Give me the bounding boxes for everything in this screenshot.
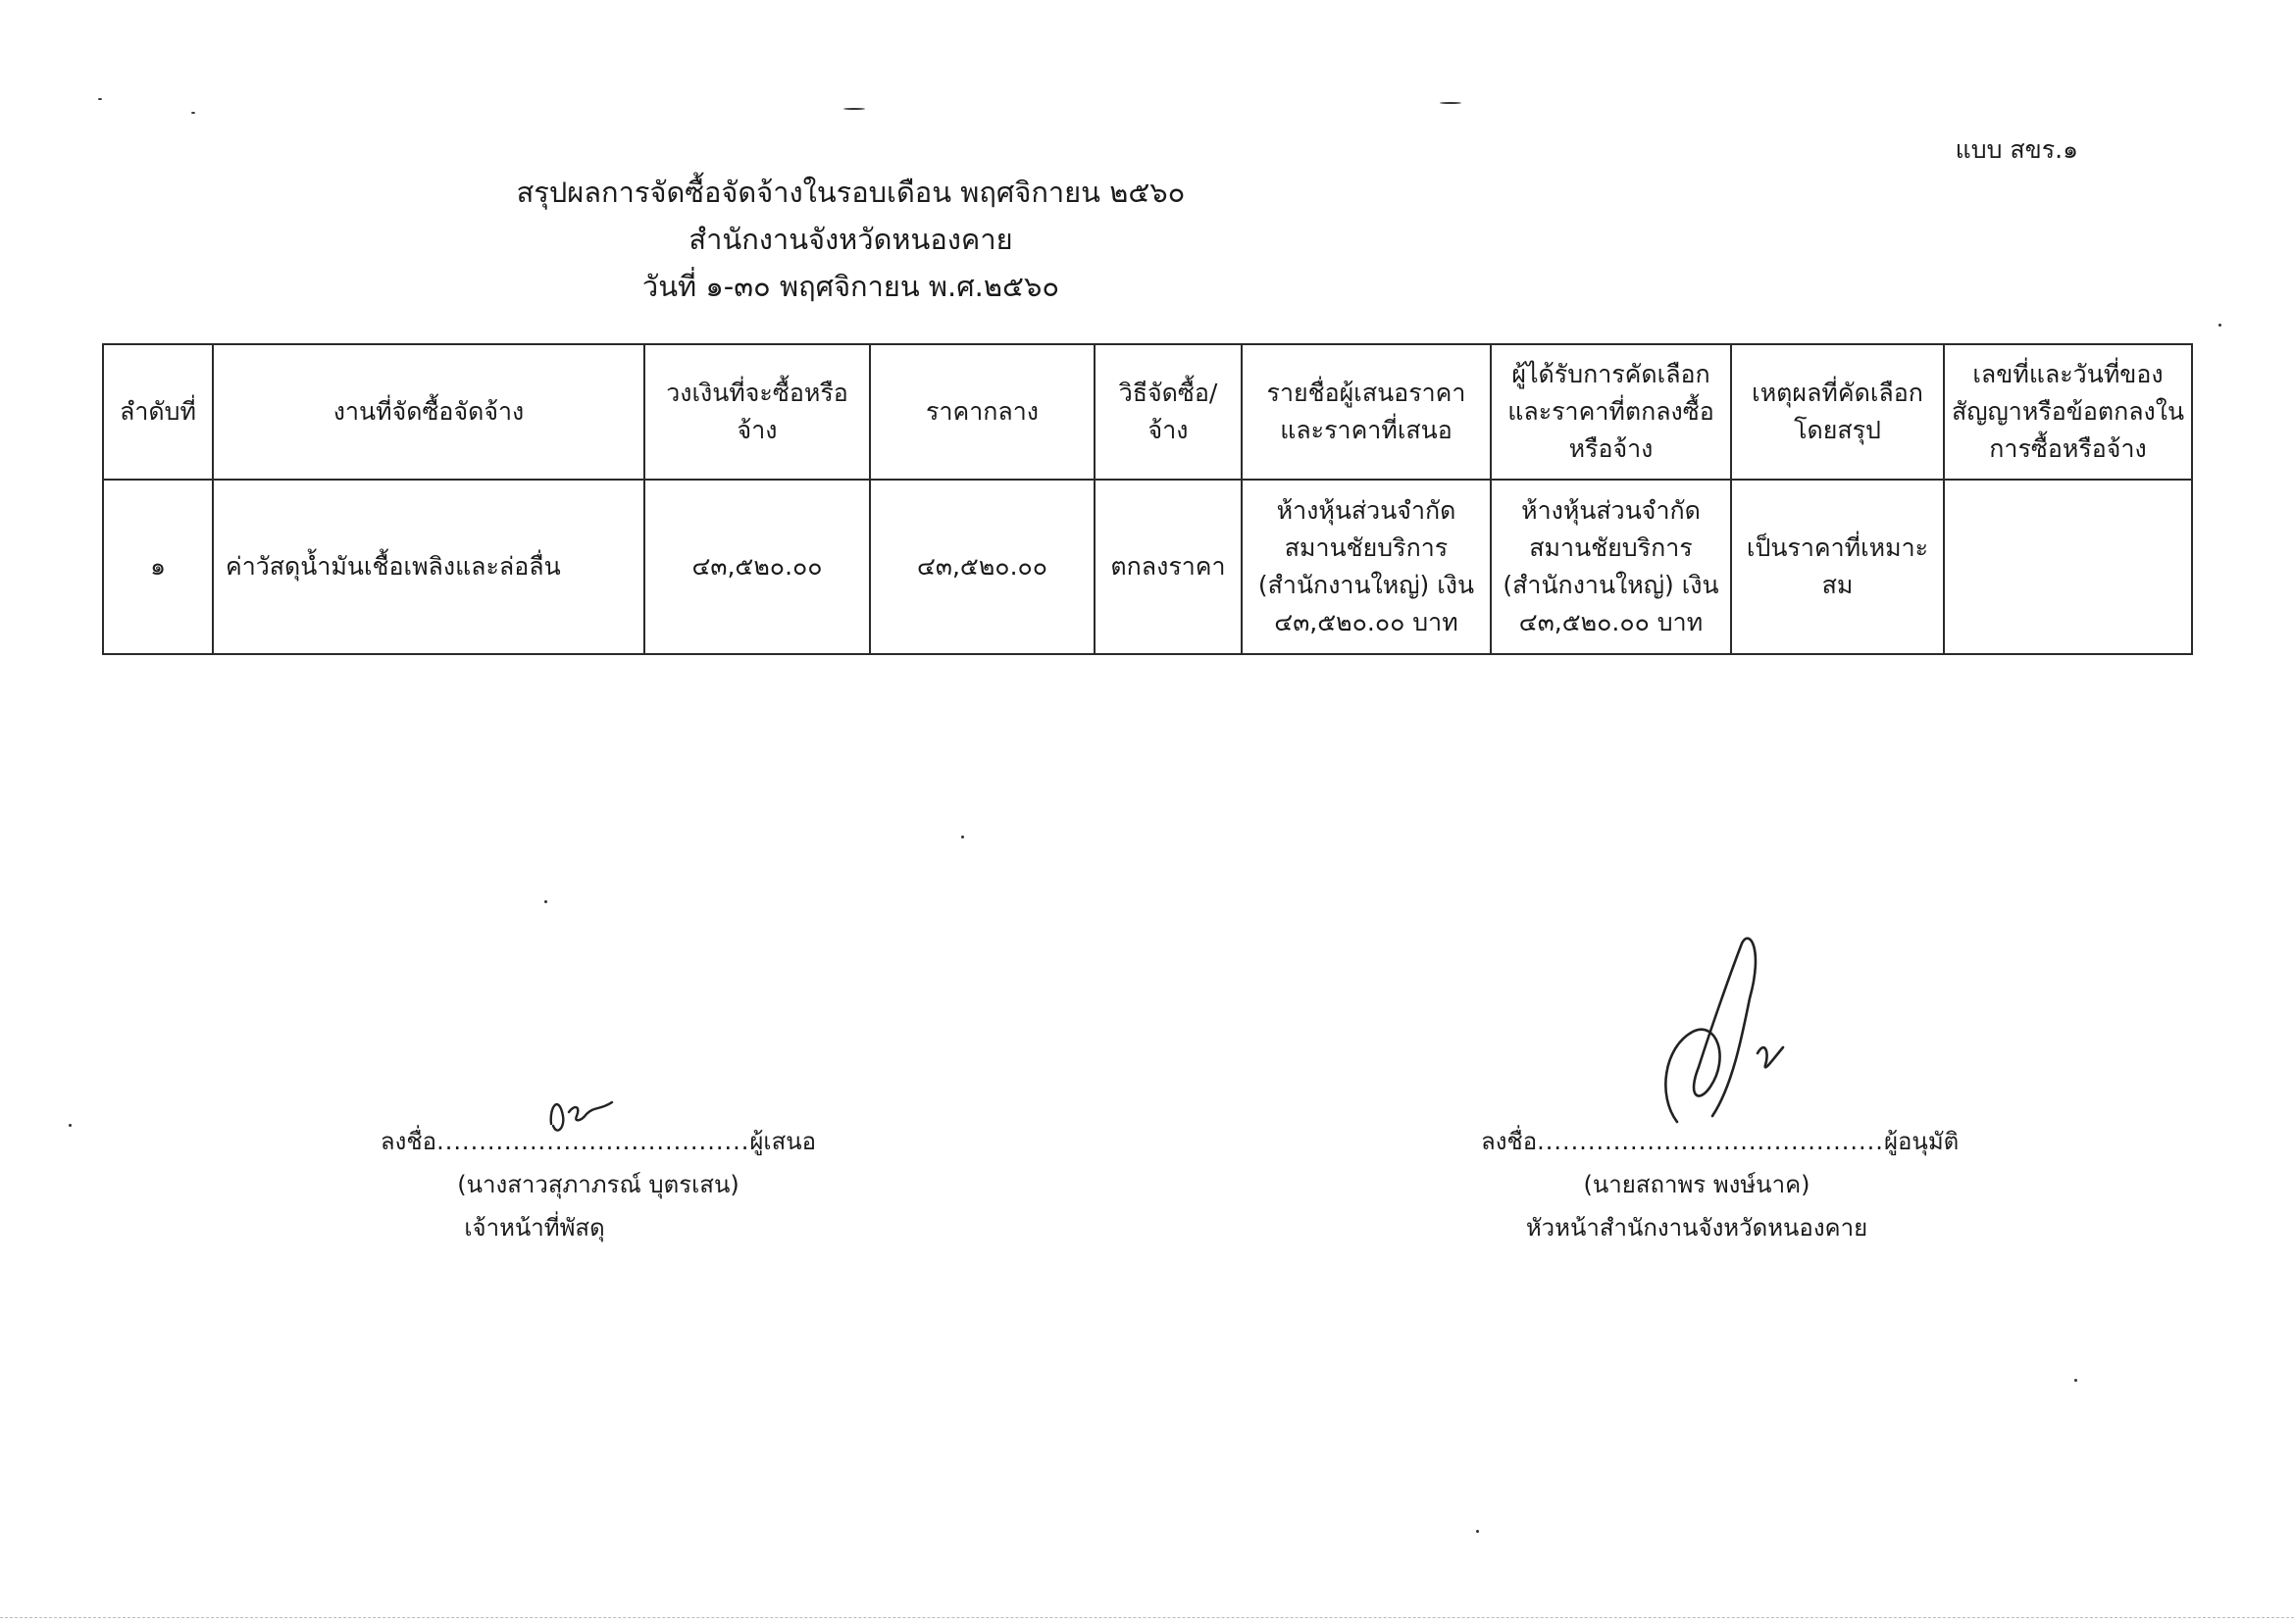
scan-edge [0, 1617, 2294, 1618]
scan-speck [98, 98, 102, 100]
col-header-method: วิธีจัดซื้อ/จ้าง [1095, 344, 1242, 480]
cell-contract [1944, 480, 2192, 654]
col-header-median-price: ราคากลาง [870, 344, 1095, 480]
scan-speck [69, 1124, 72, 1127]
cell-no: ๑ [103, 480, 213, 654]
col-header-task: งานที่จัดซื้อจัดจ้าง [213, 344, 644, 480]
table-row [103, 480, 2192, 654]
cell-reason: เป็นราคาที่เหมาะสม [1731, 480, 1944, 654]
col-header-reason: เหตุผลที่คัดเลือกโดยสรุป [1731, 344, 1944, 480]
table-header-row [103, 344, 2192, 480]
scan-speck [1476, 1530, 1479, 1533]
col-header-budget: วงเงินที่จะซื้อหรือจ้าง [644, 344, 870, 480]
col-header-no: ลำดับที่ [103, 344, 213, 480]
cell-median-price: ๔๓,๕๒๐.๐๐ [870, 480, 1095, 654]
cell-method: ตกลงราคา [1095, 480, 1242, 654]
proposer-sign-prefix: ลงชื่อ [380, 1128, 437, 1155]
proposer-position: เจ้าหน้าที่พัสดุ [464, 1214, 605, 1242]
scan-speck [191, 112, 195, 114]
approver-signature-block: ลงชื่อ.........................................ผู้อนุมัติ (นายสถาพร พงษ์นาค) หัวหน้าสำนักงานจังหวัดหนองคาย [1481, 1120, 1912, 1249]
approver-signature-mark [1648, 930, 1824, 1136]
cell-budget: ๔๓,๕๒๐.๐๐ [644, 480, 870, 654]
scan-speck [1440, 102, 1461, 104]
col-header-bidders: รายชื่อผู้เสนอราคาและราคาที่เสนอ [1242, 344, 1491, 480]
form-code: แบบ สขร.๑ [1955, 135, 2078, 164]
scan-speck [843, 108, 865, 110]
proposer-name: (นางสาวสุภาภรณ์ บุตรเสน) [457, 1171, 739, 1198]
scan-speck [961, 836, 964, 838]
cell-task: ค่าวัสดุน้ำมันเชื้อเพลิงและล่อลื่น [213, 480, 644, 654]
cell-winner: ห้างหุ้นส่วนจำกัด สมานชัยบริการ (สำนักงานใหญ่) เงิน ๔๓,๕๒๐.๐๐ บาท [1491, 480, 1731, 654]
col-header-contract: เลขที่และวันที่ของสัญญาหรือข้อตกลงในการซื้อหรือจ้าง [1944, 344, 2192, 480]
proposer-signature-block: ลงชื่อ.....................................ผู้เสนอ (นางสาวสุภาภรณ์ บุตรเสน) เจ้าหน้าที่พัสดุ [373, 1120, 824, 1249]
col-header-winner: ผู้ได้รับการคัดเลือกและราคาที่ตกลงซื้อหรือจ้าง [1491, 344, 1731, 480]
approver-sign-prefix: ลงชื่อ [1481, 1128, 1538, 1155]
scan-speck [2218, 324, 2221, 327]
approver-name: (นายสถาพร พงษ์นาค) [1583, 1171, 1810, 1198]
procurement-table [102, 343, 2193, 655]
approver-sign-suffix: ผู้อนุมัติ [1883, 1128, 1960, 1155]
cell-bidders: ห้างหุ้นส่วนจำกัด สมานชัยบริการ (สำนักงานใหญ่) เงิน ๔๓,๕๒๐.๐๐ บาท [1242, 480, 1491, 654]
proposer-sign-suffix: ผู้เสนอ [749, 1128, 817, 1155]
scan-speck [2074, 1379, 2077, 1382]
approver-position: หัวหน้าสำนักงานจังหวัดหนองคาย [1525, 1214, 1868, 1242]
scan-speck [544, 900, 547, 903]
heading-period: วันที่ ๑-๓๐ พฤศจิกายน พ.ศ.๒๕๖๐ [641, 270, 1060, 303]
heading-title: สรุปผลการจัดซื้อจัดจ้างในรอบเดือน พฤศจิกายน ๒๕๖๐ [516, 176, 1186, 209]
document-heading [0, 169, 1702, 310]
heading-office: สำนักงานจังหวัดหนองคาย [688, 223, 1013, 256]
